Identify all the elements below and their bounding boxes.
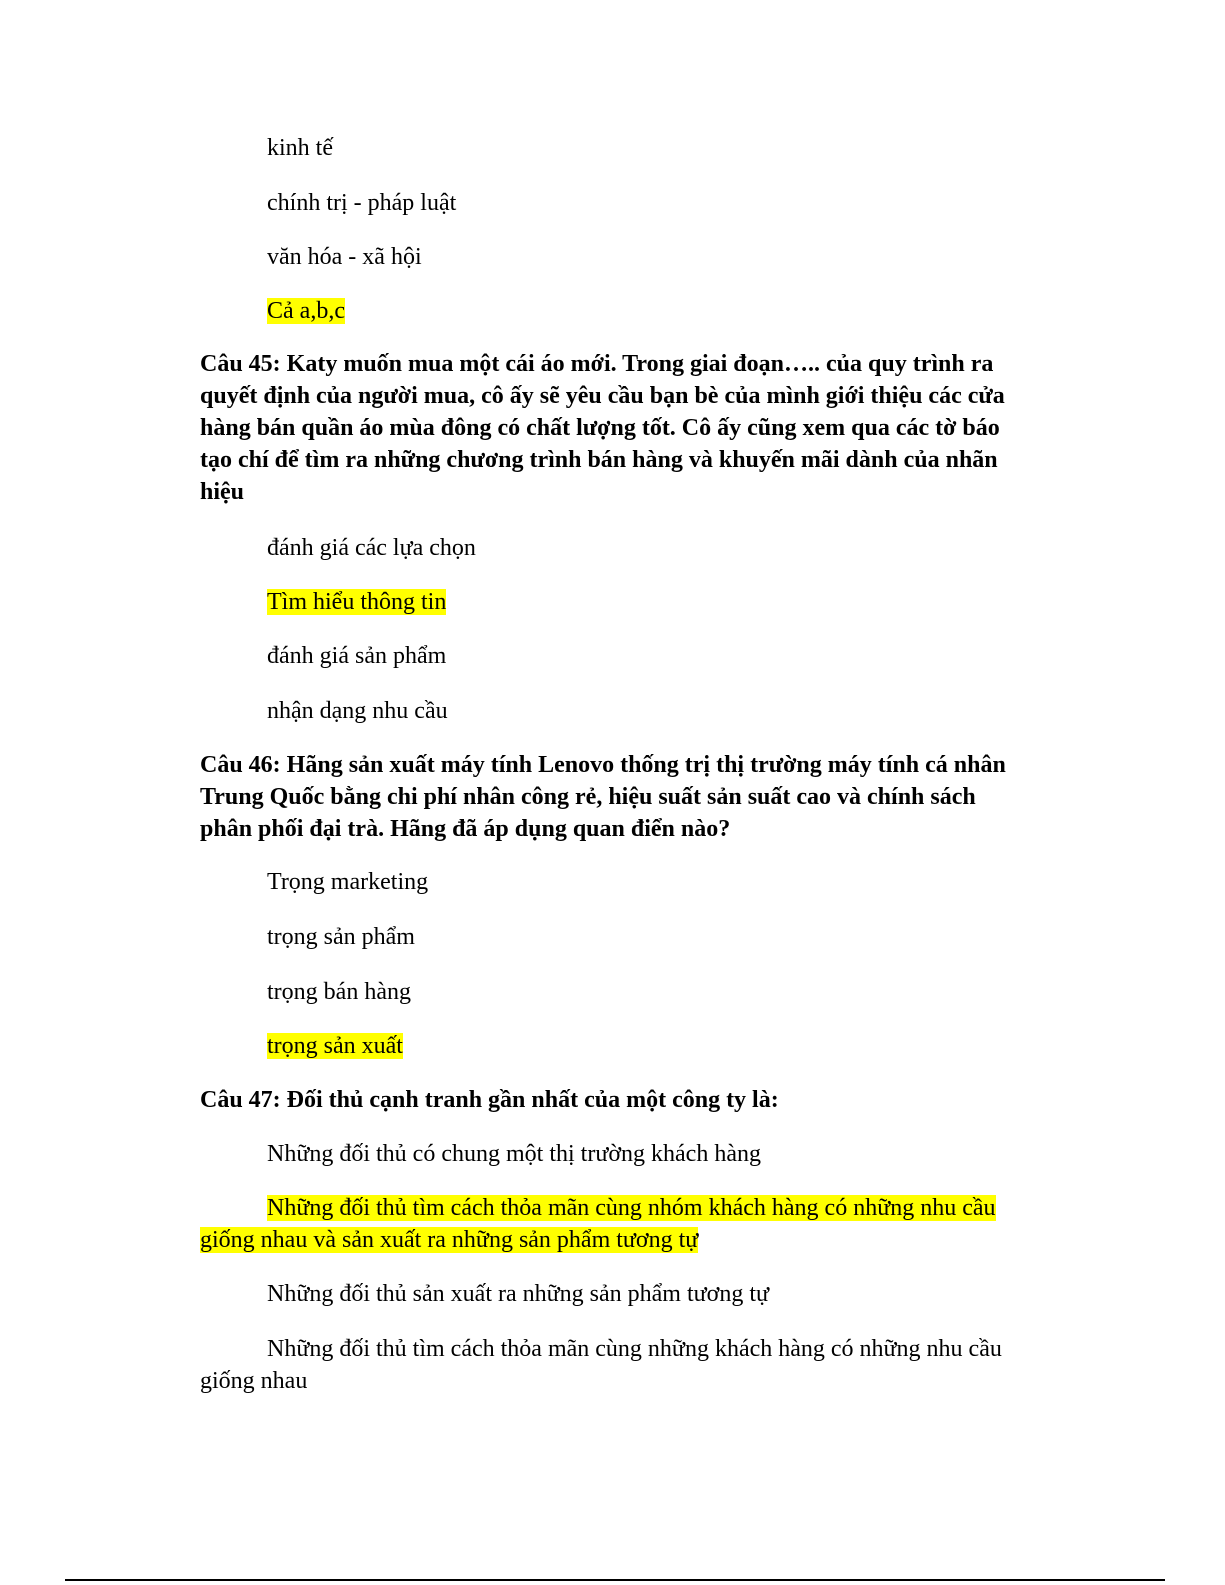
option-ca-abc-answer [267,295,345,327]
highlighted-answer: trọng sản xuất [267,1033,403,1059]
question-46: Câu 46: Hãng sản xuất máy tính Lenovo thống trị thị trường máy tính cá nhân Trung Quốc bằng chi phí nhân công rẻ, hiệu suất sản suất cao và chính sách phân phối đại trà. Hãng đã áp dụng quan điển nào? [200,752,1006,842]
option-van-hoa: văn hóa - xã hội [267,244,422,270]
option-kinh-te: kinh tế [267,135,333,161]
highlighted-answer: Những đối thủ tìm cách thỏa mãn cùng nhóm khách hàng có những nhu cầu giống nhau và sản xuất ra những sản phẩm tương tự [200,1195,996,1253]
q46-option-3: trọng bán hàng [267,979,411,1005]
q45-option-4: nhận dạng nhu cầu [267,698,448,724]
q47-option-2-answer [200,1192,1020,1256]
q47-option-4: Những đối thủ tìm cách thỏa mãn cùng những khách hàng có những nhu cầu giống nhau [200,1336,1002,1394]
page-bottom-rule [65,1579,1165,1581]
highlighted-answer: Cả a,b,c [267,298,345,324]
q45-option-2-answer [267,586,446,618]
q46-option-4-answer [267,1030,403,1062]
highlighted-answer: Tìm hiểu thông tin [267,589,447,615]
q47-option-3: Những đối thủ sản xuất ra những sản phẩm tương tự [267,1281,769,1307]
option-chinh-tri: chính trị - pháp luật [267,190,457,216]
question-45: Câu 45: Katy muốn mua một cái áo mới. Trong giai đoạn….. của quy trình ra quyết định của người mua, cô ấy sẽ yêu cầu bạn bè của mình giới thiệu các cửa hàng bán quần áo mùa đông có chất lượng tốt. Cô ấy cũng xem qua các tờ báo tạo chí để tìm ra những chương trình bán hàng và khuyến mãi dành của nhãn hiệu [200,351,1005,505]
q47-option-1: Những đối thủ có chung một thị trường khách hàng [267,1141,761,1167]
question-47: Câu 47: Đối thủ cạnh tranh gần nhất của một công ty là: [200,1087,779,1113]
q45-option-1: đánh giá các lựa chọn [267,535,476,561]
q46-option-2: trọng sản phẩm [267,924,415,950]
q46-option-1: Trọng marketing [267,869,429,895]
q45-option-3: đánh giá sản phẩm [267,643,447,669]
